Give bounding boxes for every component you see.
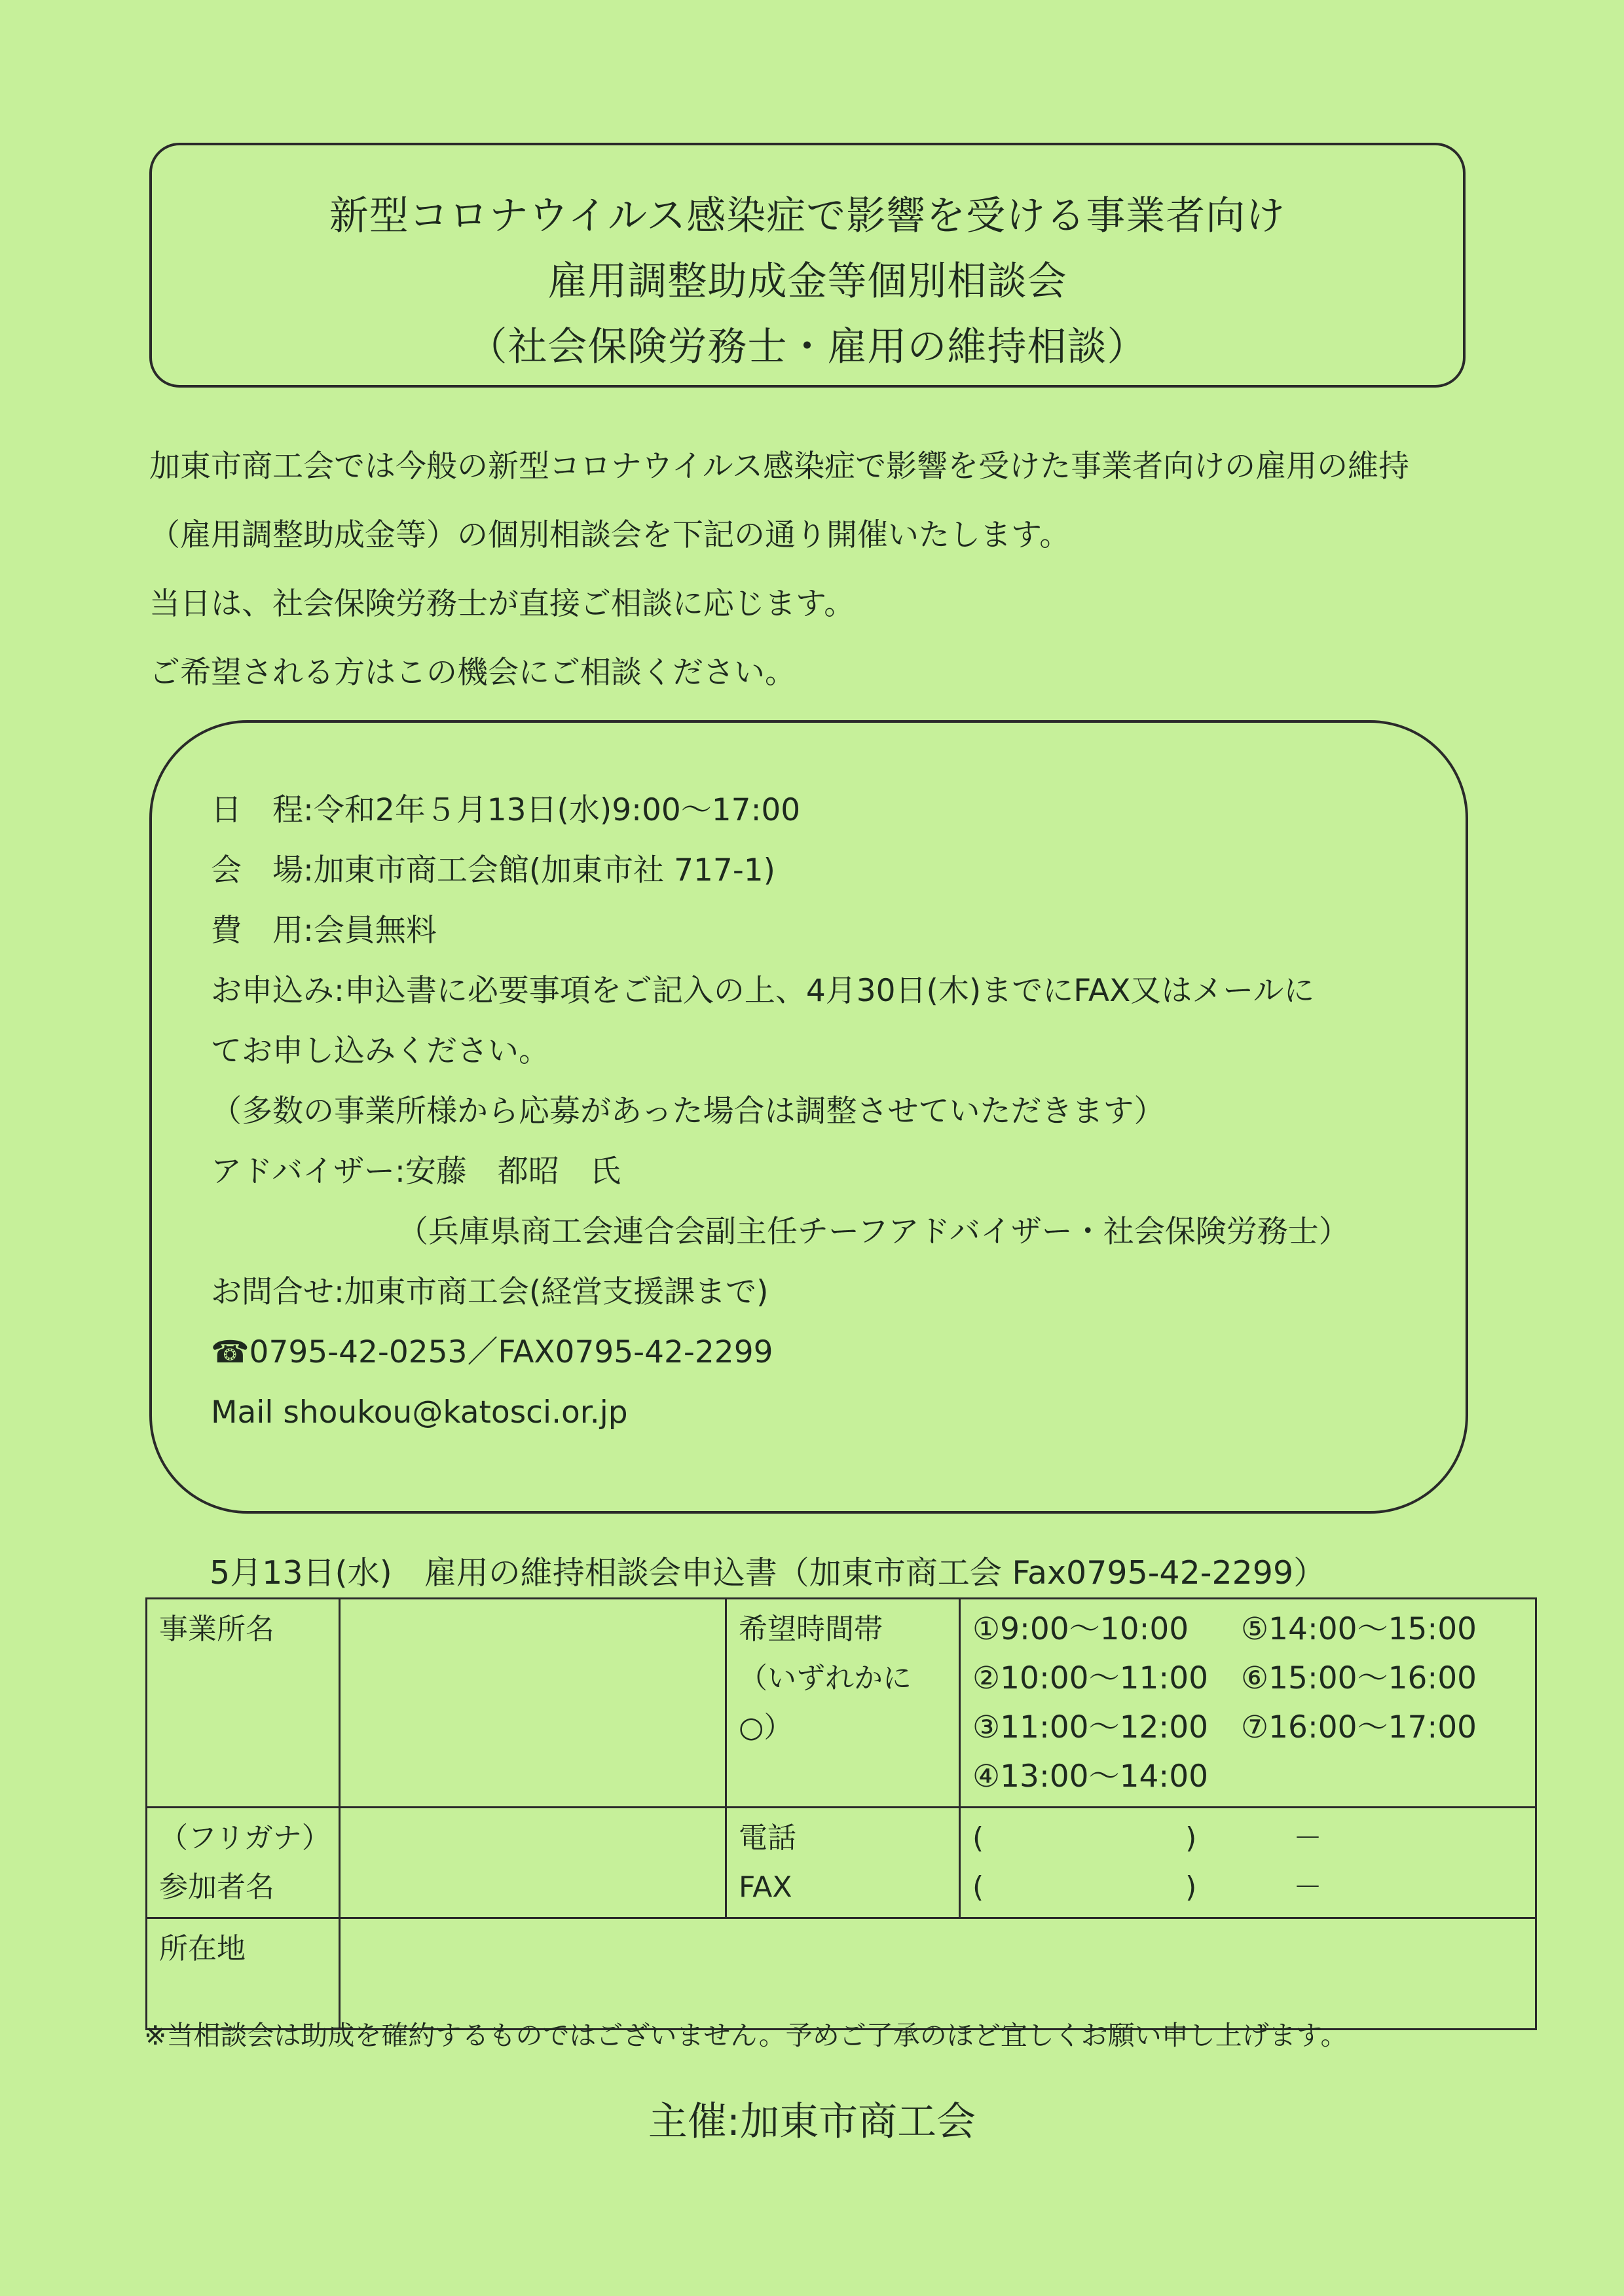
fax-field xyxy=(972,1863,1523,1912)
schedule-line: 日 程:令和2年５月13日(水)9:00～17:00 xyxy=(211,792,801,828)
slot-3[interactable]: ③11:00～12:00 xyxy=(972,1709,1209,1745)
application-form xyxy=(145,1597,1537,2030)
fax-area-code[interactable]: ( ) xyxy=(972,1870,1197,1904)
slot-1[interactable]: ①9:00～10:00 xyxy=(972,1611,1189,1647)
apply-line-1: お申込み:申込書に必要事項をご記入の上、4月30日(木)までにFAX又はメールに xyxy=(211,973,1315,1009)
event-details-box xyxy=(149,720,1468,1514)
phone-fax-labels xyxy=(726,1808,960,1918)
contact-line: お問合せ:加東市商工会(経営支援課まで) xyxy=(211,1274,769,1310)
fax-dash: － xyxy=(1293,1870,1322,1904)
phone-area-code[interactable]: ( ) xyxy=(972,1821,1197,1855)
phone-dash: － xyxy=(1293,1821,1322,1855)
advisor-title-line: （兵庫県商工会連合会副主任チーフアドバイザー・社会保険労務士） xyxy=(397,1214,1350,1250)
slot-4[interactable]: ④13:00～14:00 xyxy=(972,1758,1209,1795)
intro-line-3: 当日は、社会保険労務士が直接ご相談に応じます。 xyxy=(149,586,855,622)
slot-6[interactable]: ⑥15:00～16:00 xyxy=(1241,1660,1477,1696)
title-line-1: 新型コロナウイルス感染症で影響を受ける事業者向け xyxy=(329,193,1286,239)
phone-field xyxy=(972,1813,1523,1863)
phone-fax-fields[interactable] xyxy=(960,1808,1536,1918)
organizer: 主催:加東市商工会 xyxy=(648,2099,976,2145)
apply-line-3: （多数の事業所様から応募があった場合は調整させていただきます） xyxy=(211,1093,1165,1129)
time-slot-label xyxy=(726,1599,960,1808)
time-slot-options[interactable] xyxy=(960,1599,1536,1808)
mail-line: Mail shoukou@katosci.or.jp xyxy=(211,1394,628,1430)
title-line-3: （社会保険労務士・雇用の維持相談） xyxy=(468,324,1147,370)
title-box xyxy=(149,143,1466,388)
intro-line-4: ご希望される方はこの機会にご相談ください。 xyxy=(149,655,796,691)
business-name-label: 事業所名 xyxy=(147,1599,340,1808)
phone-fax-line: ☎0795-42-0253／FAX0795-42-2299 xyxy=(211,1334,773,1370)
time-slot-label-2: （いずれかに○） xyxy=(739,1662,912,1744)
business-name-field[interactable] xyxy=(340,1599,726,1808)
address-label: 所在地 xyxy=(147,1918,340,2030)
fee-line: 費 用:会員無料 xyxy=(211,913,437,949)
advisor-line: アドバイザー:安藤 都昭 氏 xyxy=(211,1154,621,1190)
intro-paragraph xyxy=(149,432,1485,707)
participant-label xyxy=(147,1808,340,1918)
intro-line-2: （雇用調整助成金等）の個別相談会を下記の通り開催いたします。 xyxy=(149,517,1071,553)
disclaimer-note: ※当相談会は助成を確約するものではございません。予めご了承のほど宜しくお願い申し上げます。 xyxy=(144,2020,1348,2051)
phone-label: 電話 xyxy=(739,1821,796,1855)
fax-label: FAX xyxy=(739,1870,792,1904)
form-caption: 5月13日(水) 雇用の維持相談会申込書（加東市商工会 Fax0795-42-2299） xyxy=(210,1554,1326,1592)
title-line-2: 雇用調整助成金等個別相談会 xyxy=(547,259,1067,304)
intro-line-1: 加東市商工会では今般の新型コロナウイルス感染症で影響を受けた事業者向けの雇用の維持 xyxy=(149,448,1410,484)
slot-2[interactable]: ②10:00～11:00 xyxy=(972,1660,1209,1696)
apply-line-2: てお申し込みください。 xyxy=(211,1033,549,1069)
furigana-label: （フリガナ） xyxy=(159,1821,331,1855)
participant-name-label: 参加者名 xyxy=(159,1870,274,1904)
slot-5[interactable]: ⑤14:00～15:00 xyxy=(1241,1611,1477,1647)
participant-name-field[interactable] xyxy=(340,1808,726,1918)
venue-line: 会 場:加東市商工会館(加東市社 717-1) xyxy=(211,852,776,888)
slot-7[interactable]: ⑦16:00～17:00 xyxy=(1241,1709,1477,1745)
time-slot-label-1: 希望時間帯 xyxy=(739,1613,883,1646)
